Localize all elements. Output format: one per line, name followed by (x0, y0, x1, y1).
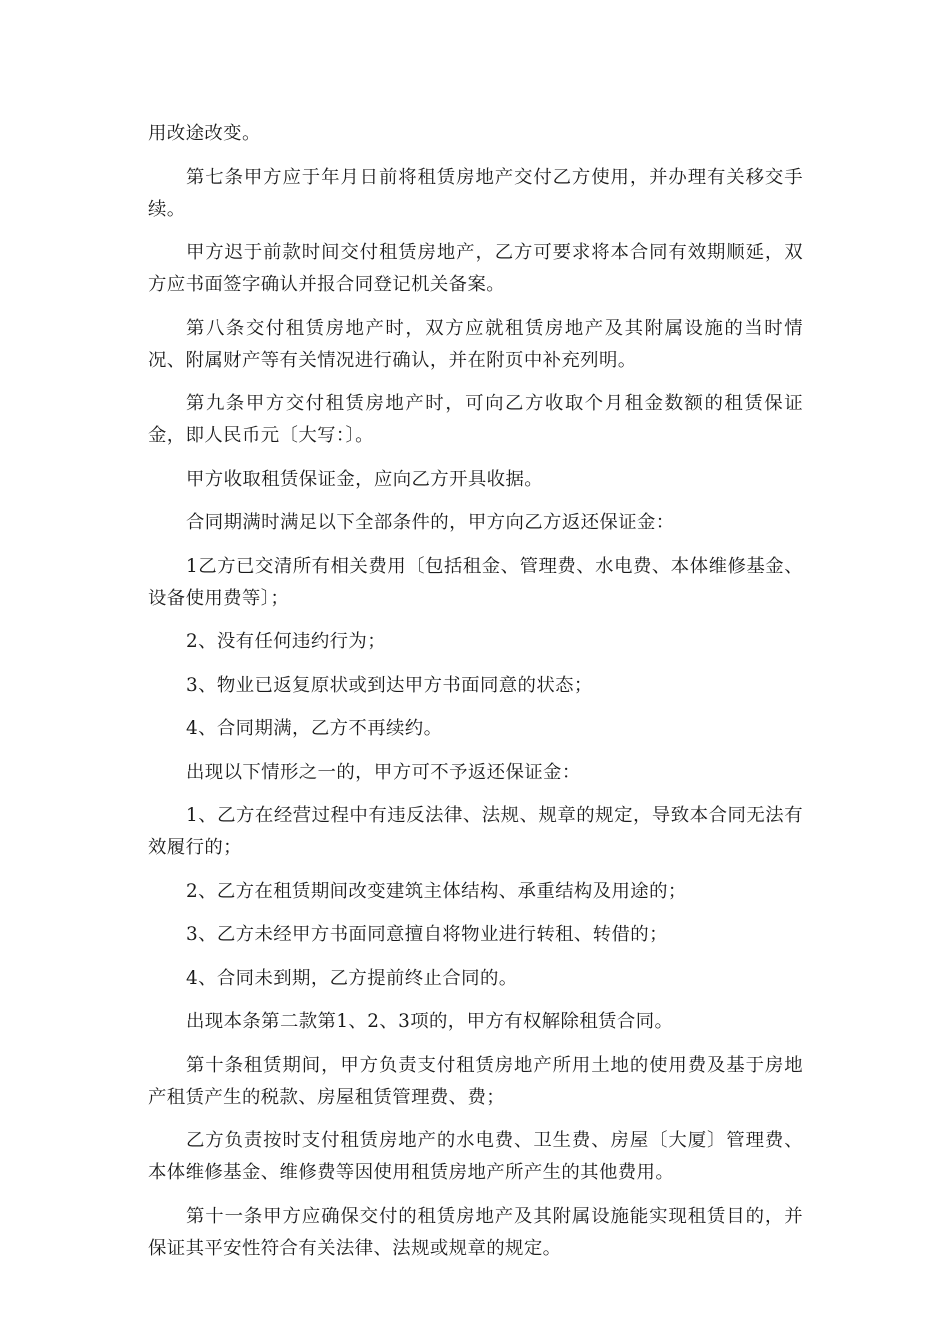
paragraph: 第七条甲方应于年月日前将租赁房地产交付乙方使用，并办理有关移交手续。 (148, 166, 803, 220)
paragraph: 1、乙方在经营过程中有违反法律、法规、规章的规定，导致本合同无法有效履行的； (148, 805, 803, 858)
document-body (148, 118, 803, 1276)
paragraph: 第十条租赁期间，甲方负责支付租赁房地产所用土地的使用费及基于房地产租赁产生的税款、房屋租赁管理费、费； (148, 1054, 803, 1108)
paragraph: 用改途改变。 (148, 123, 261, 144)
paragraph: 第八条交付租赁房地产时，双方应就租赁房地产及其附属设施的当时情况、附属财产等有关情况进行确认，并在附页中补充列明。 (148, 317, 803, 371)
paragraph: 3、乙方未经甲方书面同意擅自将物业进行转租、转借的； (186, 924, 668, 945)
paragraph: 2、乙方在租赁期间改变建筑主体结构、承重结构及用途的； (186, 880, 687, 902)
paragraph: 甲方迟于前款时间交付租赁房地产，乙方可要求将本合同有效期顺延，双方应书面签字确认并报合同登记机关备案。 (148, 242, 803, 295)
paragraph: 第十一条甲方应确保交付的租赁房地产及其附属设施能实现租赁目的，并保证其平安性符合有关法律、法规或规章的规定。 (148, 1205, 803, 1259)
paragraph: 第九条甲方交付租赁房地产时，可向乙方收取个月租金数额的租赁保证金，即人民币元〔大写：〕。 (148, 393, 803, 446)
paragraph: 3、物业已返复原状或到达甲方书面同意的状态； (186, 674, 593, 696)
paragraph: 4、合同期满，乙方不再续约。 (186, 718, 443, 739)
paragraph: 合同期满时满足以下全部条件的，甲方向乙方返还保证金： (186, 512, 675, 533)
paragraph: 1乙方已交清所有相关费用〔包括租金、管理费、水电费、本体维修基金、设备使用费等〕； (148, 555, 803, 609)
paragraph: 出现以下情形之一的，甲方可不予返还保证金： (186, 761, 581, 783)
paragraph: 甲方收取租赁保证金，应向乙方开具收据。 (186, 468, 544, 490)
paragraph: 乙方负责按时支付租赁房地产的水电费、卫生费、房屋〔大厦〕管理费、本体维修基金、维修费等因使用租赁房地产所产生的其他费用。 (148, 1130, 803, 1183)
paragraph: 4、合同未到期，乙方提前终止合同的。 (186, 967, 518, 989)
paragraph: 2、没有任何违约行为； (186, 631, 387, 652)
paragraph: 出现本条第二款第1、2、3项的，甲方有权解除租赁合同。 (186, 1011, 674, 1032)
